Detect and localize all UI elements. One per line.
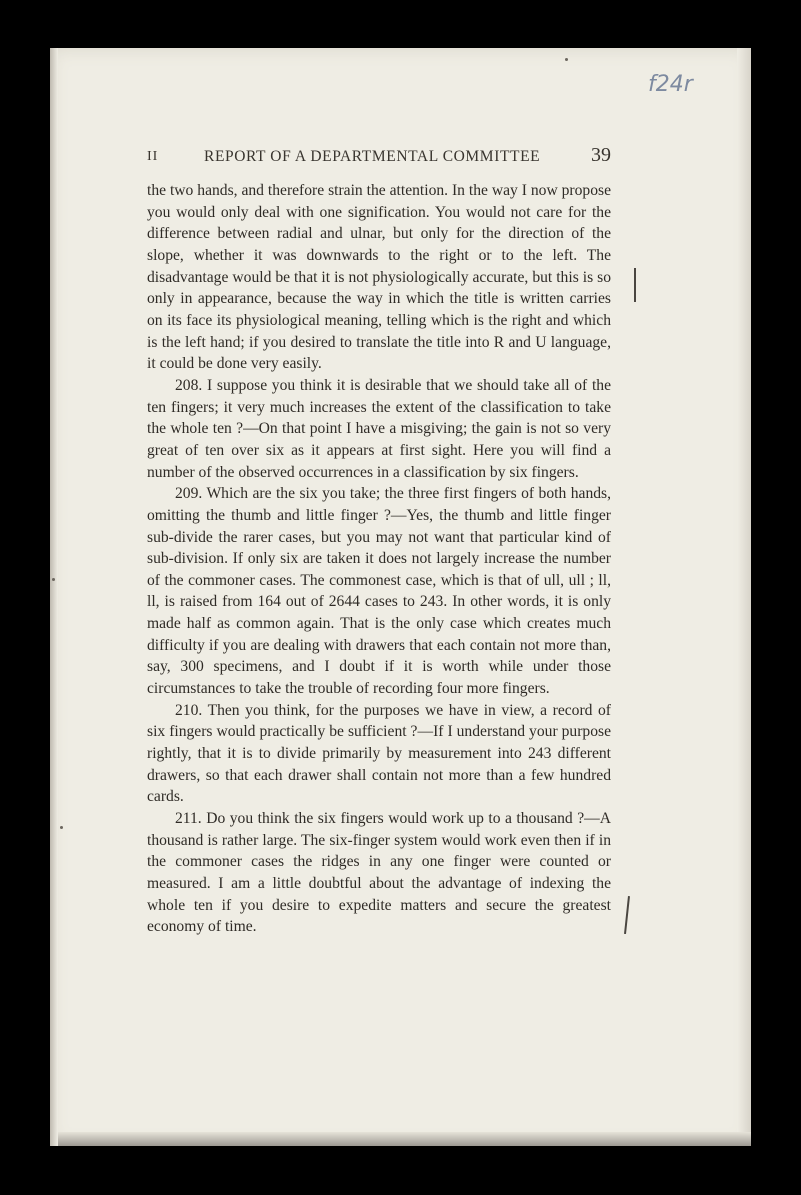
paragraph-211: 211. Do you think the six fingers would work up to a thousand ?—A thousand is rather large. The six-finger system would work even then if in the commoner cases the ridges in any one finger were counted or measured. I am a little doubtful about the advantage of indexing the whole ten if you desire to expedite matters and secure the greatest economy of time. [147,810,611,936]
margin-pencil-mark [634,268,636,302]
body-text [147,180,611,938]
paragraph-210: 210. Then you think, for the purposes we have in view, a record of six fingers would practically be sufficient ?—If I understand your purpose rightly, that it is to divide primarily by measurement into 243 different drawers, so that each drawer shall contain not more than a few hundred cards. [147,701,611,806]
paragraph-209: 209. Which are the six you take; the three first fingers of both hands, omitting the thumb and little finger ?—Yes, the thumb and little finger sub-divide the rarer cases, but you may not want that particular kind of sub-division. If only six are taken it does not largely increase the number of the commoner cases. The commonest case, which is that of ull, ull ; ll, ll, is raised from 164 out of 2644 cases to 243. In other words, it is only made half as common again. That is the only case which creates much difficulty if you are dealing with drawers that each contain not more than, say, 300 specimens, and I doubt if it is worth while under those circumstances to take the trouble of recording four more fingers. [147,485,611,698]
paper-speck [52,578,55,581]
paragraph-208: 208. I suppose you think it is desirable that we should take all of the ten fingers; it very much increases the extent of the classification to take the whole ten ?—On that point I have a misgiving; the gain is not so very great of ten over six as it appears at first sight. Here you will find a number of the observed occurrences in a classification by six fingers. [147,376,611,481]
section-marker: II [147,149,159,164]
folio-annotation: f24r [648,72,693,97]
running-head-title: REPORT OF A DEPARTMENTAL COMMITTEE [204,148,541,165]
page-right-edge [737,48,751,1146]
page-number: 39 [591,144,611,166]
page-bottom-edge [58,1132,751,1146]
page-left-edge [50,48,58,1146]
paper-speck [60,826,63,829]
paper-speck [565,58,568,61]
running-head [147,144,611,170]
paragraph-continuation: the two hands, and therefore strain the attention. In the way I now propose you would only deal with one signification. You would not care for the difference between radial and ulnar, but only for the direction of the slope, whether it was downwards to the right or to the left. The disadvantage would be that it is not physiologically accurate, but this is so only in appearance, because the way in which the title is written carries on its face its physiological meaning, telling which is the right and which is the left hand; if you desired to translate the title into R and U language, it could be done very easily. [147,182,611,373]
